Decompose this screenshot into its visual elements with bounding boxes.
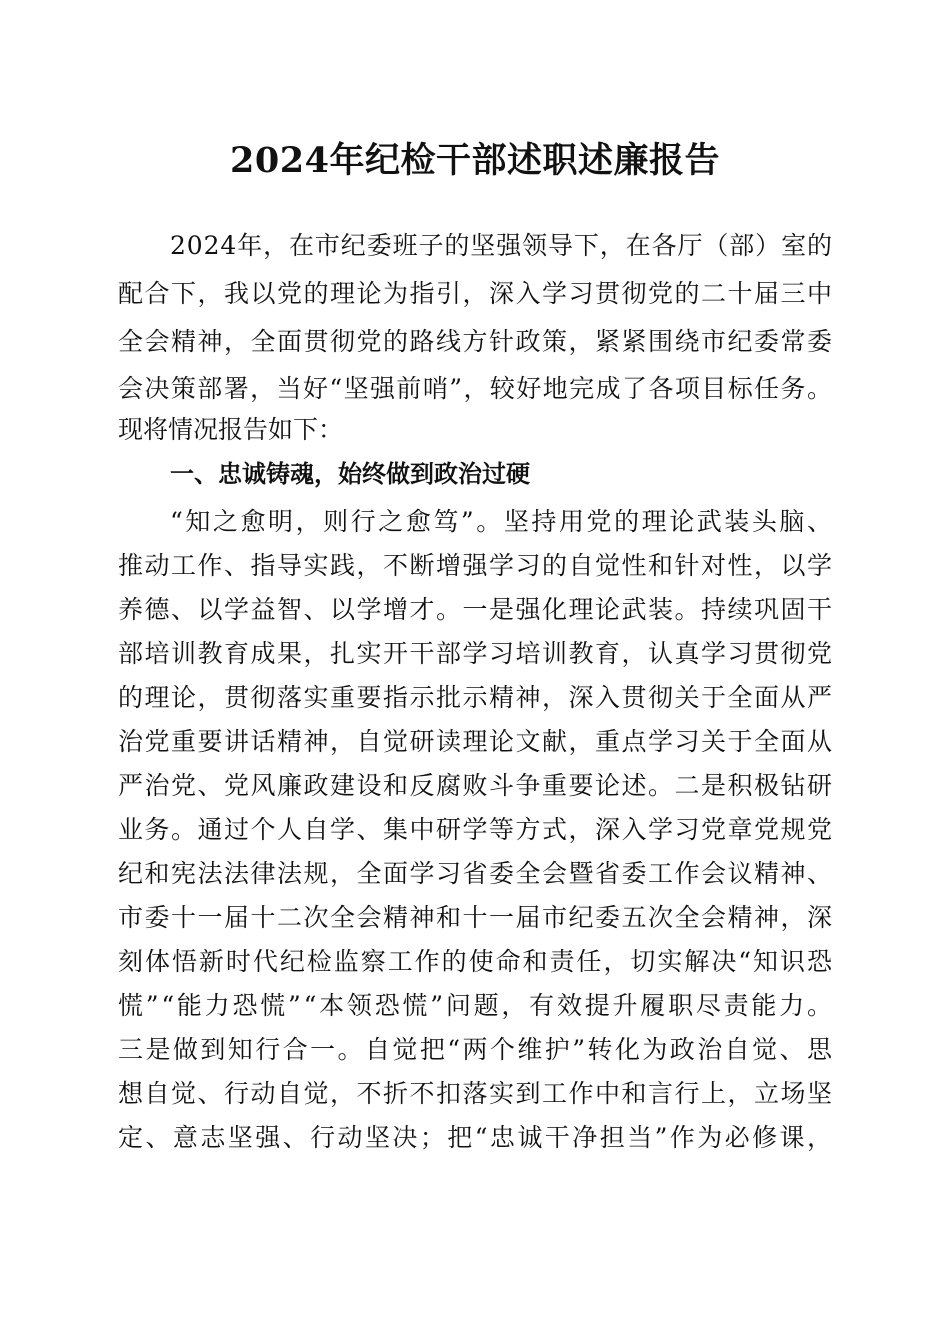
line-text: 想自觉、行动自觉，不折不扣落实到工作中和言行上，立场坚 bbox=[118, 1079, 834, 1108]
paragraph-line bbox=[0, 367, 950, 411]
line-text: 推动工作、指导实践，不断增强学习的自觉性和针对性，以学 bbox=[118, 551, 834, 580]
paragraph-line bbox=[0, 224, 950, 268]
paragraph-line bbox=[0, 1116, 950, 1160]
paragraph-line bbox=[0, 720, 950, 764]
line-text: 市委十一届十二次全会精神和十一届市纪委五次全会精神，深 bbox=[118, 903, 834, 932]
line-text: 2024年，在市纪委班子的坚强领导下，在各厅（部）室的 bbox=[170, 231, 833, 260]
line-text: 业务。通过个人自学、集中研学等方式，深入学习党章党规党 bbox=[118, 815, 834, 844]
paragraph-line bbox=[0, 896, 950, 940]
line-text: 的理论，贯彻落实重要指示批示精神，深入贯彻关于全面从严 bbox=[118, 683, 834, 712]
line-text: 现将情况报告如下： bbox=[118, 415, 344, 444]
paragraph-line bbox=[0, 1072, 950, 1116]
paragraph-line bbox=[0, 984, 950, 1028]
paragraph-line bbox=[0, 500, 950, 544]
line-text: 定、意志坚强、行动坚决；把“忠诚干净担当”作为必修课， bbox=[118, 1123, 835, 1152]
paragraph-line bbox=[0, 544, 950, 588]
line-text: “知之愈明，则行之愈笃”。坚持用党的理论武装头脑、 bbox=[170, 507, 835, 536]
paragraph-line bbox=[0, 676, 950, 720]
section-heading-text: 一、忠诚铸魂，始终做到政治过硬 bbox=[170, 460, 530, 488]
line-text: 慌”“能力恐慌”“本领恐慌”问题，有效提升履职尽责能力。 bbox=[118, 991, 835, 1020]
paragraph-line bbox=[0, 852, 950, 896]
line-text: 部培训教育成果，扎实开干部学习培训教育，认真学习贯彻党 bbox=[118, 639, 834, 668]
paragraph-line bbox=[0, 764, 950, 808]
paragraph-line bbox=[0, 808, 950, 852]
line-text: 纪和宪法法律法规，全面学习省委全会暨省委工作会议精神、 bbox=[118, 859, 834, 888]
line-text: 全会精神，全面贯彻党的路线方针政策，紧紧围绕市纪委常委 bbox=[118, 327, 834, 356]
paragraph-line bbox=[0, 408, 950, 452]
line-text: 刻体悟新时代纪检监察工作的使命和责任，切实解决“知识恐 bbox=[118, 947, 834, 976]
document-title: 2024年纪检干部述职述廉报告 bbox=[230, 140, 720, 181]
line-text: 养德、以学益智、以学增才。一是强化理论武装。持续巩固干 bbox=[118, 595, 834, 624]
line-text: 会决策部署，当好“坚强前哨”，较好地完成了各项目标任务。 bbox=[118, 374, 834, 403]
line-text: 配合下，我以党的理论为指引，深入学习贯彻党的二十届三中 bbox=[118, 279, 834, 308]
paragraph-line bbox=[0, 1028, 950, 1072]
paragraph-line bbox=[0, 272, 950, 316]
paragraph-line bbox=[0, 588, 950, 632]
section-heading bbox=[0, 452, 950, 496]
line-text: 三是做到知行合一。自觉把“两个维护”转化为政治自觉、思 bbox=[118, 1035, 835, 1064]
line-text: 严治党、党风廉政建设和反腐败斗争重要论述。二是积极钻研 bbox=[118, 771, 834, 800]
paragraph-line bbox=[0, 632, 950, 676]
line-text: 治党重要讲话精神，自觉研读理论文献，重点学习关于全面从 bbox=[118, 727, 834, 756]
paragraph-line bbox=[0, 320, 950, 364]
paragraph-line bbox=[0, 940, 950, 984]
